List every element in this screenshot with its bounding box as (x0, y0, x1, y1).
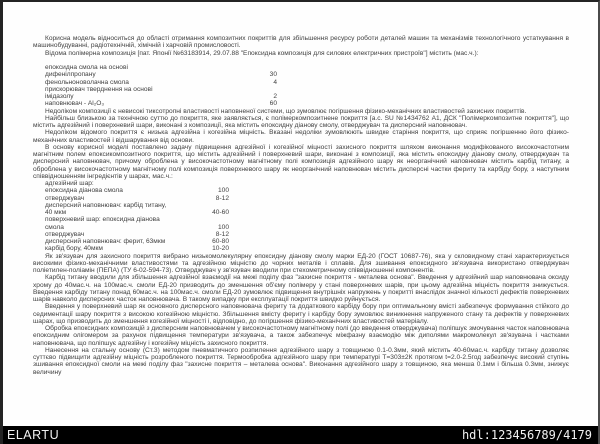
paragraph-drawback-2: Недоліком відомого покриття є низька адгезійна і когезійна міцність. Вказані недоліки зумовлюють швидке старіння покриття, що сприяє погіршенню його фізико-механічних властивостей і відшарування від основи. (33, 129, 569, 144)
document-text (33, 35, 569, 376)
table-row (45, 202, 229, 209)
table-row (45, 100, 277, 107)
paragraph-magnetic-treatment: Обробка епоксидних композицій з дисперсним наповнювачем у високочастотному магнітному полі (до введення отверджувача) поліпшує змочування часток наповнювача епоксидним олігомером за рахунок підвищення температури зв'язувача, а також забезпечує міжфазну взаємодію між диполями макромолекул зв'язувача і частками наповнювача, що поліпшує адгезійну і когезійну міцність захисного покриття. (33, 325, 569, 347)
ingredient-value: 4 (273, 78, 277, 86)
ingredient-value (195, 216, 229, 223)
table-row (45, 231, 229, 238)
paragraph-application: Нанесення на стальну основу (Ст.3) методом пневматичного розпилення адгезійного шару з товщиною 0.1-0.3мм, який містить 40-60мас.ч. карбіду титану дозволяє суттєво підвищити адгезійну міцність розробленого покриття. Термообробка адгезійного шару при температурі Т=303±2К протягом t=2.0-2.5год забезпечує високий ступінь зшивання епоксидної смоли на межі поділу фаз "захисне покриття – металева основа". Виконання адгезійного шару з товщиною, яка менша 0.1мм і більша 0.3мм, знижує величину (33, 346, 569, 376)
table-row (45, 224, 229, 231)
ingredient-value: 30 (269, 71, 277, 79)
document-body (3, 2, 598, 426)
paragraph-prior-art: Найбільш близькою за технічною суттю до покриття, яке заявляється, є полімеркомпозитнене покриття [а.с. SU №1434762 А1, ДСК "Полімеркомпозитне покриття"], що містить адгезійний і поверхневий шари, виконані з композиції, яка містить епоксидну діанову смолу, отверджувач та дисперсний наповнювач. (33, 114, 569, 129)
ingredient-value: 8-12 (215, 230, 229, 238)
paragraph-intro: Корисна модель відноситься до області отримання композитних покриттів для збільшення ресурсу роботи деталей машин та механізмів технологічного устаткування в машинобудуванні, радіотехнічній, хімічній і харчовій промисловості. (33, 35, 569, 50)
ingredient-value (195, 202, 229, 209)
paragraph-titanium-carbide: Карбід титану вводили для збільшення адгезійної взаємодії на межі поділу фаз "захисне покриття - металева основа". Введення у адгезійний шар наповнювача оксиду хрому до 40мас.ч. на 100мас.ч. смоли ЕД-20 призводить до зменшення об'єму полімеру у стані поверхневих шарів, при цьому адгезійна міцність покриття знижується. Введення карбіду титану понад 60мас.ч. на 100мас.ч. смоли ЕД-20 зумовлює підвищення внутрішніх напружень у покритті внаслідок значної кількості дефектів поверхневих шарів навколо дисперсних часток наповнювача. В такому випадку при експлуатації покриття швидко руйнується. (33, 274, 569, 303)
table-row (45, 216, 229, 223)
paragraph-task: В основу корисної моделі поставлено задачу підвищення адгезійної і когезійної міцності захисного покриття шляхом виконання модифікованого високочастотним магнітним полем епоксикомпозитного покриття, що містить адгезійний і поверхневий шари, виконані з композиції, яка містить епоксидну діанову смолу, отверджувач та дисперсний наповнювач, причому оброблена у високочастотному магнітному полі композиція адгезійного шару як неорганічний наповнювач містить карбід титану, а оброблена у високочастотному магнітному полі композиція поверхневого шару як неорганічний наповнювач містить дисперсні частки фериту та карбіду бору, з наступним співвідношенням інгредієнтів у шарах, мас.ч.: (33, 143, 569, 180)
paragraph-drawback-1: Недоліком композиції є невисокі тиксотропні властивості наповненої системи, що зумовлює погіршення фізико-механічних властивостей захисних покриттів. (45, 107, 527, 115)
ingredient-value (243, 64, 277, 71)
ingredient-name: дисперсний наповнювач: карбід титану, (45, 201, 167, 209)
table-row (45, 86, 277, 93)
composition-table-1 (45, 64, 569, 108)
ingredient-name: адгезійний шар: (45, 180, 94, 187)
ingredient-name: отверджувач (45, 230, 85, 238)
ingredient-name: епоксидна смола на основі (45, 64, 128, 71)
ingredient-name: прискорювач тверднення на основі (45, 85, 153, 93)
table-row (45, 245, 229, 252)
ingredient-value: 100 (217, 223, 229, 231)
ingredient-value: 40-60 (212, 209, 229, 216)
ingredient-name: дисперсний наповнювач: ферит, 63мкм (45, 238, 166, 245)
ingredient-name: фенольноноволачна смола (45, 78, 129, 86)
repository-footer-bar (0, 426, 600, 444)
paragraph-known-composition: Відома полімерна композиція [пат. Японії №63183914, 29.07.88 "Епоксидна композиція для силових електричних пристроїв"] містить (мас.ч.): (45, 49, 479, 57)
ingredient-value: 2 (273, 93, 277, 100)
ingredient-name: 40 мкм (45, 209, 67, 216)
ingredient-name: імідазолу (45, 93, 74, 100)
ingredient-value: 60 (269, 100, 277, 108)
ingredient-name: смола (45, 223, 64, 231)
paragraph-binder: Як зв'язувач для захисного покриття вибрано низькомолекулярну епоксидну діанову смолу марки ЕД-20 (ГОСТ 10687-76), яка у скловидному стані характеризується високими фізико-механічними властивостями та адгезійною міцністю до чорних металів і сплавів. Для зшивання епоксидного зв'язувача використано отверджувач поліетилен-поліамін (ПЕПА) (ТУ 6-02-594-73). Отверджувач у зв'язувач вводили при стехометричному співвідношенні компонентів. (33, 252, 569, 274)
ingredient-value: 100 (217, 187, 229, 195)
table-row (45, 93, 277, 100)
handle-identifier: hdl:123456789/4179 (461, 427, 592, 442)
table-row (45, 79, 277, 86)
table-row (45, 71, 277, 78)
ingredient-value: 10-20 (212, 245, 229, 253)
ingredient-value (195, 180, 229, 187)
table-row (45, 187, 229, 194)
ingredient-value: 8-12 (215, 194, 229, 202)
ingredient-name: поверхневий шар: епоксидна діанова (45, 216, 160, 224)
table-row (45, 195, 229, 202)
ingredient-value (243, 86, 277, 93)
ingredient-value: 60-80 (212, 238, 229, 245)
ingredient-name: карбід бору, 40мкм (45, 245, 103, 253)
ingredient-name: отверджувач (45, 194, 85, 202)
blank-line (33, 57, 569, 64)
ingredient-name: наповнювач - Al₂O₃ (45, 100, 105, 108)
ingredient-name: епоксидна діанова смола (45, 187, 123, 195)
elartu-logo: ELARTU (7, 427, 60, 442)
paragraph-surface-layer: Введення у поверхневий шар як основного дисперсного наповнювача фериту та додаткового карбіду бору при оптимальному вмісті забезпечує формування стійкого до седиментації шару покриття з високою когезійною міцністю. Збільшення вмісту фериту і карбіду бору зумовлює виникнення напруженого стану та дефектів у поверхневих шарах, що призводить до зменшення когезійної міцності і, відповідно, до погіршення фізико-механічних властивостей матеріалу. (33, 303, 569, 325)
ingredient-name: дифенілпропану (45, 71, 96, 79)
composition-table-2 (45, 180, 569, 253)
